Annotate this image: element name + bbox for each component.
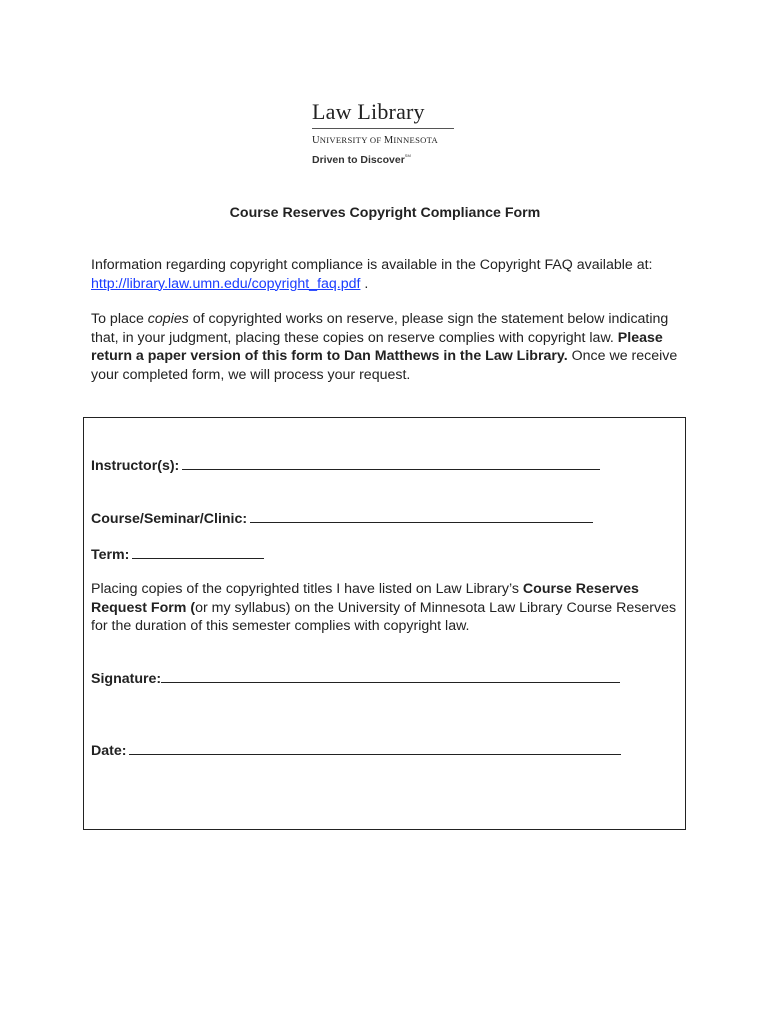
logo-divider — [312, 128, 454, 129]
logo-tagline: Driven to Discover℠ — [312, 153, 411, 166]
date-blank[interactable] — [129, 741, 621, 755]
form-title: Course Reserves Copyright Compliance Form — [229, 205, 541, 221]
compliance-statement: Placing copies of the copyrighted titles I have listed on Law Library’s Course Reserves Request Form (or my syllabus) on the University of Minnesota Law Library Course Reserves for the duration of this semester complies with copyright law. — [91, 581, 677, 634]
signature-blank[interactable] — [161, 669, 620, 683]
law-library-logo — [312, 99, 456, 167]
course-field: Course/Seminar/Clinic: — [91, 509, 593, 528]
instructors-field: Instructor(s): — [91, 456, 600, 475]
logo-title: Law Library — [312, 99, 425, 124]
return-instructions: Please return a paper version of this form to Dan Matthews in the Law Library. — [91, 329, 663, 364]
signature-field: Signature: — [91, 669, 620, 688]
instructors-blank[interactable] — [182, 456, 600, 470]
date-field: Date: — [91, 741, 621, 760]
term-field: Term: — [91, 545, 264, 564]
intro-paragraph-faq: Information regarding copyright compliance is available in the Copyright FAQ available at: http://library.law.umn.edu/copyright_faq.pdf . — [91, 257, 653, 292]
logo-university: UNIVERSITY OF MINNESOTA — [312, 135, 439, 146]
term-blank[interactable] — [132, 545, 264, 559]
intro-paragraph-instructions: To place copies of copyrighted works on reserve, please sign the statement below indicating that, in your judgment, placing these copies on reserve complies with copyright law. Please return a paper version of this form to Dan Matthews in the Law Library. Once we receive your completed form, we will process your request. — [91, 311, 678, 383]
copyright-faq-link[interactable]: http://library.law.umn.edu/copyright_faq.pdf — [91, 275, 361, 292]
course-blank[interactable] — [250, 509, 593, 523]
